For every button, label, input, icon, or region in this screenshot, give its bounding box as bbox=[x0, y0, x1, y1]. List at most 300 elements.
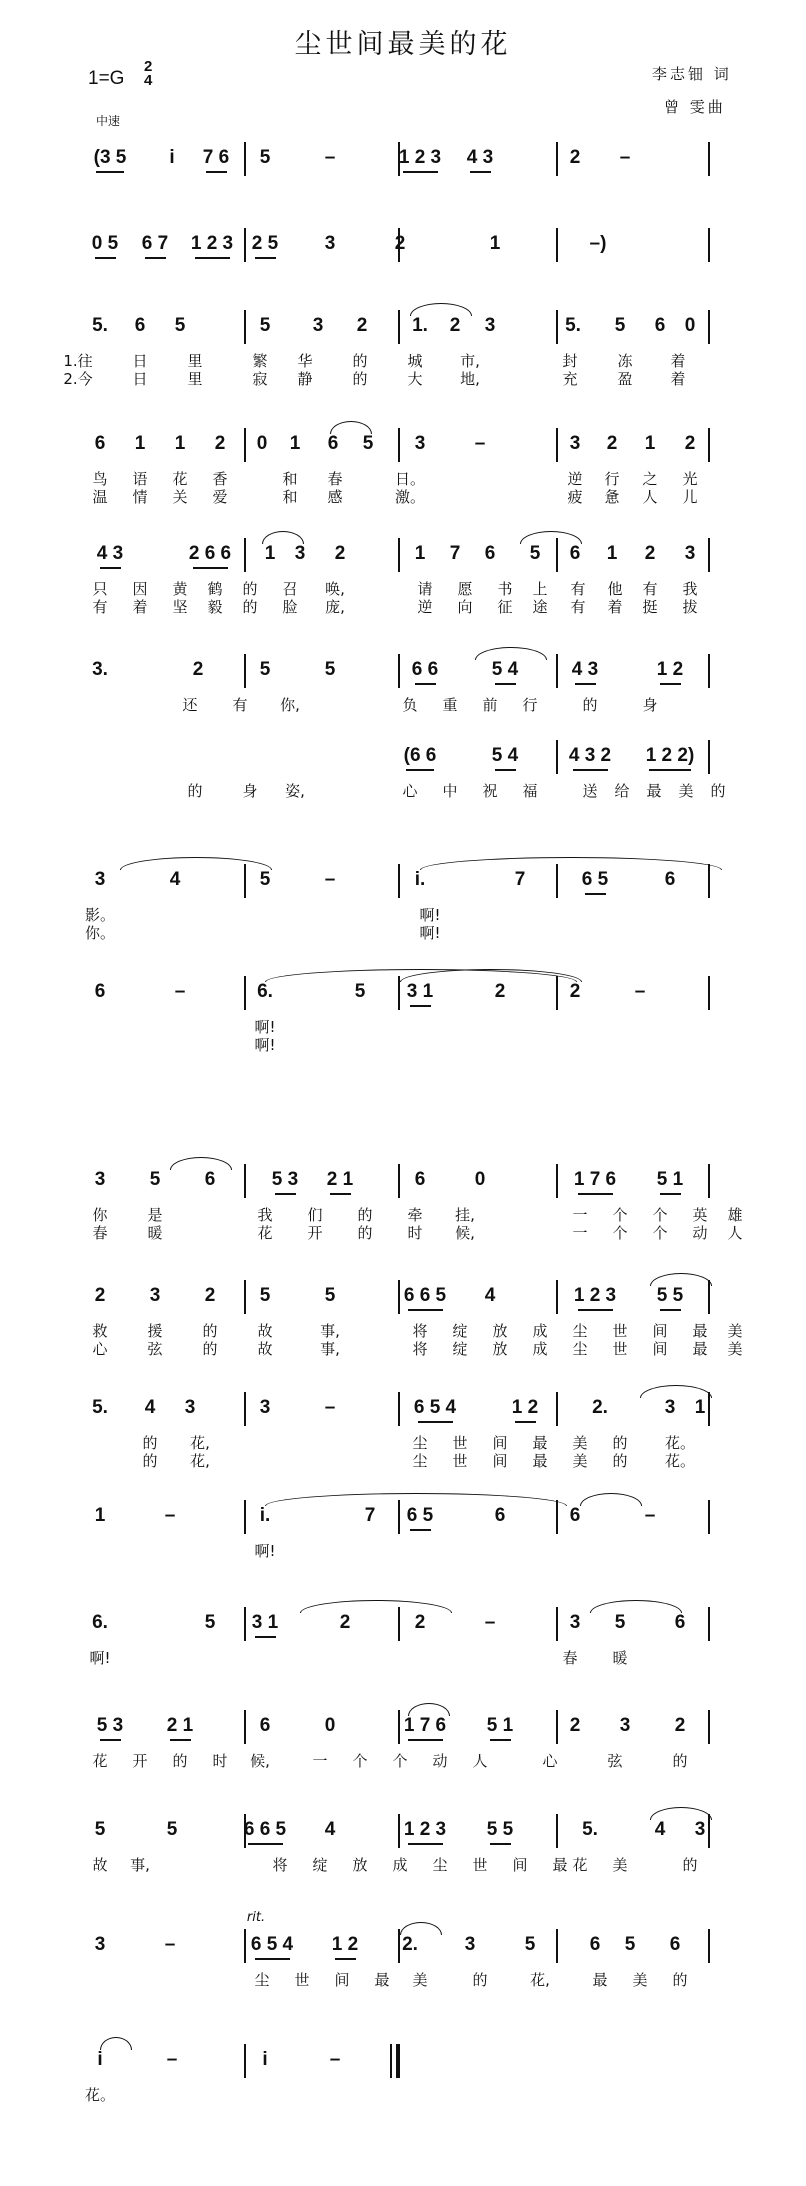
lyric-verse-2: 动 bbox=[692, 1224, 708, 1242]
note: 2 bbox=[204, 1285, 216, 1306]
note: 6 bbox=[94, 433, 106, 454]
note: 4 bbox=[144, 1397, 156, 1418]
note: 6 bbox=[414, 1169, 426, 1190]
note: 6 bbox=[674, 1612, 686, 1633]
lyric-verse-1: 故 bbox=[92, 1856, 108, 1874]
note: 2 bbox=[569, 1715, 581, 1736]
lyric-verse-1: 人 bbox=[472, 1752, 488, 1770]
note: 6 bbox=[204, 1169, 216, 1190]
lyric-verse-2: 惫 bbox=[604, 488, 620, 506]
note: 5 bbox=[149, 1169, 161, 1190]
note: 1 bbox=[94, 1505, 106, 1526]
ritardando-mark: rit. bbox=[246, 1910, 266, 1925]
lyric-verse-1: 唤, bbox=[325, 580, 345, 598]
lyric-verse-1: 的 bbox=[710, 782, 726, 800]
lyric-verse-2: 间 bbox=[652, 1340, 668, 1358]
lyric-verse-1: 召 bbox=[282, 580, 298, 598]
slur bbox=[120, 857, 272, 870]
note: 1 bbox=[414, 543, 426, 564]
note: 5 bbox=[524, 1934, 536, 1955]
lyric-verse-1: 祝 bbox=[482, 782, 498, 800]
note: 6 bbox=[654, 315, 666, 336]
note: 5 bbox=[259, 869, 271, 890]
time-signature bbox=[144, 60, 152, 88]
lyric-verse-1: 雄 bbox=[727, 1206, 743, 1224]
lyric-verse-2: 的 bbox=[202, 1340, 218, 1358]
lyric-verse-1: 鹤 bbox=[207, 580, 223, 598]
bar-line bbox=[398, 428, 400, 462]
lyric-verse-1: 援 bbox=[147, 1322, 163, 1340]
note: 2 bbox=[569, 147, 581, 168]
note: 1 2 bbox=[331, 1934, 359, 1955]
beam-underline bbox=[418, 1421, 453, 1423]
lyric-verse-1: 成 bbox=[392, 1856, 408, 1874]
lyric-verse-1: 春 bbox=[327, 470, 343, 488]
lyric-verse-2: 大 bbox=[407, 370, 423, 388]
lyric-verse-1: 最 bbox=[374, 1971, 390, 1989]
note: 1 2 3 bbox=[403, 1819, 447, 1840]
note: i bbox=[97, 2049, 103, 2070]
lyric-verse-2: 的 bbox=[612, 1452, 628, 1470]
bar-line bbox=[244, 428, 246, 462]
lyric-verse-1: 故 bbox=[257, 1322, 273, 1340]
note: 3 bbox=[184, 1397, 196, 1418]
lyric-verse-2: 关 bbox=[172, 488, 188, 506]
bar-line bbox=[708, 1164, 710, 1198]
note: 2 1 bbox=[166, 1715, 194, 1736]
note: 4 3 bbox=[571, 659, 599, 680]
lyric-verse-1: 因 bbox=[132, 580, 148, 598]
meter-top: 2 bbox=[144, 58, 153, 75]
beam-underline bbox=[408, 1309, 443, 1311]
lyric-verse-2: 挺 bbox=[642, 598, 658, 616]
bar-line bbox=[244, 654, 246, 688]
note: 1 2 bbox=[511, 1397, 539, 1418]
note: 5 4 bbox=[491, 659, 519, 680]
lyric-verse-2: 爱 bbox=[212, 488, 228, 506]
bar-line bbox=[556, 1929, 558, 1963]
lyric-verse-1: 个 bbox=[652, 1206, 668, 1224]
lyric-verse-1: 尘 bbox=[254, 1971, 270, 1989]
beam-underline bbox=[660, 1309, 681, 1311]
lyric-verse-1: 着 bbox=[670, 352, 686, 370]
note: 3 bbox=[464, 1934, 476, 1955]
note: 6. bbox=[257, 981, 273, 1002]
note: 2 bbox=[394, 233, 406, 254]
note: 1 bbox=[606, 543, 618, 564]
note: (6 6 bbox=[403, 745, 437, 766]
note: 3 bbox=[414, 433, 426, 454]
beam-underline bbox=[408, 1739, 443, 1741]
bar-line bbox=[556, 1280, 558, 1314]
note: 6 bbox=[484, 543, 496, 564]
note: 2 bbox=[192, 659, 204, 680]
lyric-verse-1: 华 bbox=[297, 352, 313, 370]
note: – bbox=[164, 1505, 176, 1526]
lyric-verse-2: 个 bbox=[652, 1224, 668, 1242]
note: 3 bbox=[94, 1934, 106, 1955]
note: 6 bbox=[327, 433, 339, 454]
bar-line bbox=[398, 1280, 400, 1314]
score-system bbox=[0, 2050, 806, 2160]
bar-line bbox=[708, 1607, 710, 1641]
score-system bbox=[0, 1398, 806, 1508]
lyric-verse-2: 有 bbox=[570, 598, 586, 616]
bar-line bbox=[244, 142, 246, 176]
lyric-verse-1: 影。 bbox=[84, 906, 116, 924]
lyric-verse-2: 着 bbox=[132, 598, 148, 616]
note: 5 bbox=[166, 1819, 178, 1840]
lyric-verse-2: 地, bbox=[460, 370, 480, 388]
note: 6 bbox=[134, 315, 146, 336]
lyric-verse-1: 和 bbox=[282, 470, 298, 488]
lyric-verse-2: 2.今 bbox=[63, 370, 93, 388]
note: 5 bbox=[354, 981, 366, 1002]
lyric-verse-1: 的 bbox=[682, 1856, 698, 1874]
lyric-verse-2: 尘 bbox=[572, 1340, 588, 1358]
lyric-verse-1: 身 bbox=[242, 782, 258, 800]
note: 2 bbox=[674, 1715, 686, 1736]
note: – bbox=[164, 1934, 176, 1955]
lyric-verse-1: 时 bbox=[212, 1752, 228, 1770]
note: 2. bbox=[592, 1397, 608, 1418]
lyric-verse-2: 最 bbox=[692, 1340, 708, 1358]
beam-underline bbox=[575, 683, 596, 685]
lyric-verse-2: 脸 bbox=[282, 598, 298, 616]
note: 1 bbox=[264, 543, 276, 564]
bar-line bbox=[398, 1814, 400, 1848]
beam-underline bbox=[660, 683, 681, 685]
lyric-verse-1: 绽 bbox=[312, 1856, 328, 1874]
score-system bbox=[0, 1910, 806, 2045]
note: 6 6 5 bbox=[403, 1285, 447, 1306]
note: 6 5 bbox=[581, 869, 609, 890]
lyric-verse-2: 一 bbox=[572, 1224, 588, 1242]
note: 6 bbox=[669, 1934, 681, 1955]
lyric-verse-1: 语 bbox=[132, 470, 148, 488]
note: 6 bbox=[664, 869, 676, 890]
beam-underline bbox=[255, 1958, 290, 1960]
note: – bbox=[329, 2049, 341, 2070]
lyric-verse-1: 是 bbox=[147, 1206, 163, 1224]
lyric-verse-1: 给 bbox=[614, 782, 630, 800]
lyric-verse-1: 放 bbox=[352, 1856, 368, 1874]
note: 4 bbox=[654, 1819, 666, 1840]
lyric-verse-1: 的 bbox=[582, 696, 598, 714]
beam-underline bbox=[495, 683, 516, 685]
beam-underline bbox=[410, 1529, 431, 1531]
bar-line bbox=[244, 1164, 246, 1198]
note: 3 bbox=[94, 1169, 106, 1190]
lyric-verse-1: 绽 bbox=[452, 1322, 468, 1340]
lyric-verse-1: 的 bbox=[472, 1971, 488, 1989]
lyric-verse-2: 时 bbox=[407, 1224, 423, 1242]
note: – bbox=[484, 1612, 496, 1633]
lyric-verse-1: 世 bbox=[452, 1434, 468, 1452]
bar-line bbox=[244, 228, 246, 262]
lyric-verse-1: 美 bbox=[412, 1971, 428, 1989]
lyric-verse-1: 之 bbox=[642, 470, 658, 488]
lyric-verse-2: 激。 bbox=[394, 488, 426, 506]
note: i. bbox=[414, 869, 426, 890]
lyric-verse-1: 事, bbox=[130, 1856, 150, 1874]
note: 3 bbox=[569, 433, 581, 454]
beam-underline bbox=[495, 769, 516, 771]
note: 6 5 bbox=[406, 1505, 434, 1526]
note: 2 1 bbox=[326, 1169, 354, 1190]
beam-underline bbox=[95, 257, 116, 259]
bar-line bbox=[244, 976, 246, 1010]
lyric-verse-1: 只 bbox=[92, 580, 108, 598]
note: 1 2 bbox=[656, 659, 684, 680]
lyric-verse-2: 个 bbox=[612, 1224, 628, 1242]
lyric-verse-1: 日 bbox=[132, 352, 148, 370]
lyric-verse-2: 春 bbox=[92, 1224, 108, 1242]
note: 2 bbox=[214, 433, 226, 454]
bar-line bbox=[244, 1607, 246, 1641]
lyric-verse-1: 事, bbox=[320, 1322, 340, 1340]
lyric-verse-2: 途 bbox=[532, 598, 548, 616]
lyric-verse-1: 美 bbox=[572, 1434, 588, 1452]
bar-line bbox=[398, 1710, 400, 1744]
lyric-verse-2: 弦 bbox=[147, 1340, 163, 1358]
score-system bbox=[0, 1170, 806, 1280]
beam-underline bbox=[145, 257, 166, 259]
lyric-verse-1: 重 bbox=[442, 696, 458, 714]
note: 2 6 6 bbox=[188, 543, 232, 564]
lyric-verse-1: 的 bbox=[142, 1434, 158, 1452]
note: 3 bbox=[294, 543, 306, 564]
final-bar-line bbox=[390, 2044, 392, 2078]
note: 2 bbox=[339, 1612, 351, 1633]
lyric-verse-1: 花。 bbox=[84, 2086, 116, 2104]
lyric-verse-1: 行 bbox=[604, 470, 620, 488]
lyric-verse-1: 将 bbox=[272, 1856, 288, 1874]
lyric-verse-2: 毅 bbox=[207, 598, 223, 616]
lyric-verse-1: 他 bbox=[607, 580, 623, 598]
lyric-verse-2: 和 bbox=[282, 488, 298, 506]
lyric-verse-1: 请 bbox=[417, 580, 433, 598]
lyric-verse-1: 心 bbox=[402, 782, 418, 800]
lyric-verse-2: 间 bbox=[492, 1452, 508, 1470]
bar-line bbox=[708, 142, 710, 176]
composer-credit: 曾 雯曲 bbox=[664, 98, 726, 116]
lyric-verse-1: 市, bbox=[460, 352, 480, 370]
bar-line bbox=[556, 1814, 558, 1848]
note: 5 3 bbox=[96, 1715, 124, 1736]
note: 3 bbox=[484, 315, 496, 336]
lyric-verse-1: 动 bbox=[432, 1752, 448, 1770]
lyric-verse-1: 鸟 bbox=[92, 470, 108, 488]
lyric-verse-1: 日。 bbox=[394, 470, 426, 488]
note: 7 bbox=[449, 543, 461, 564]
note: 5 4 bbox=[491, 745, 519, 766]
lyric-verse-1: 行 bbox=[522, 696, 538, 714]
lyric-verse-2: 最 bbox=[532, 1452, 548, 1470]
lyric-verse-1: 个 bbox=[612, 1206, 628, 1224]
beam-underline bbox=[100, 1739, 121, 1741]
lyric-verse-1: 福 bbox=[522, 782, 538, 800]
note: i bbox=[262, 2049, 268, 2070]
lyric-verse-1: 1.往 bbox=[63, 352, 93, 370]
note: 6 bbox=[94, 981, 106, 1002]
lyric-verse-1: 世 bbox=[472, 1856, 488, 1874]
beam-underline bbox=[490, 1739, 511, 1741]
beam-underline bbox=[335, 1958, 356, 1960]
bar-line bbox=[708, 538, 710, 572]
lyric-verse-1: 愿 bbox=[457, 580, 473, 598]
note: – bbox=[634, 981, 646, 1002]
note: 5. bbox=[92, 315, 108, 336]
note: 3 bbox=[619, 1715, 631, 1736]
lyric-verse-1: 城 bbox=[407, 352, 423, 370]
bar-line bbox=[398, 538, 400, 572]
lyric-verse-1: 冻 bbox=[617, 352, 633, 370]
lyric-verse-2: 花。 bbox=[664, 1452, 696, 1470]
bar-line bbox=[244, 1500, 246, 1534]
lyric-verse-1: 的 bbox=[357, 1206, 373, 1224]
lyric-verse-1: 光 bbox=[682, 470, 698, 488]
lyric-verse-1: 间 bbox=[512, 1856, 528, 1874]
lyric-verse-1: 的 bbox=[172, 1752, 188, 1770]
note: 3 bbox=[259, 1397, 271, 1418]
note: 2 bbox=[569, 981, 581, 1002]
bar-line bbox=[556, 1710, 558, 1744]
note: 4 bbox=[484, 1285, 496, 1306]
note: 1 bbox=[489, 233, 501, 254]
lyric-verse-1: 心 bbox=[542, 1752, 558, 1770]
score-system bbox=[0, 316, 806, 426]
note: 5 bbox=[324, 1285, 336, 1306]
lyric-verse-1: 的 bbox=[612, 1434, 628, 1452]
note: 5 bbox=[259, 1285, 271, 1306]
lyric-verse-1: 的 bbox=[187, 782, 203, 800]
note: 5 bbox=[324, 659, 336, 680]
lyric-verse-1: 一 bbox=[312, 1752, 328, 1770]
note: 5 bbox=[259, 147, 271, 168]
lyric-verse-2: 人 bbox=[727, 1224, 743, 1242]
lyric-verse-1: 尘 bbox=[432, 1856, 448, 1874]
lyric-verse-1: 逆 bbox=[567, 470, 583, 488]
lyric-verse-1: 间 bbox=[334, 1971, 350, 1989]
score-system bbox=[0, 434, 806, 544]
beam-underline bbox=[193, 567, 228, 569]
note: 6 bbox=[589, 1934, 601, 1955]
lyric-verse-2: 日 bbox=[132, 370, 148, 388]
lyric-verse-2: 的 bbox=[242, 598, 258, 616]
beam-underline bbox=[100, 567, 121, 569]
bar-line bbox=[708, 654, 710, 688]
note: 6 7 bbox=[141, 233, 169, 254]
lyric-verse-1: 繁 bbox=[252, 352, 268, 370]
note: 6 bbox=[569, 543, 581, 564]
lyric-verse-1: 送 bbox=[582, 782, 598, 800]
note: 1 bbox=[694, 1397, 706, 1418]
note: 3 bbox=[312, 315, 324, 336]
lyric-verse-1: 英 bbox=[692, 1206, 708, 1224]
beam-underline bbox=[515, 1421, 536, 1423]
note: 3 1 bbox=[406, 981, 434, 1002]
lyric-verse-1: 世 bbox=[612, 1322, 628, 1340]
lyric-verse-1: 暖 bbox=[612, 1649, 628, 1667]
lyric-verse-1: 花, bbox=[190, 1434, 210, 1452]
lyric-verse-1: 美 bbox=[678, 782, 694, 800]
lyric-verse-2: 世 bbox=[612, 1340, 628, 1358]
note: (3 5 bbox=[93, 147, 127, 168]
lyric-verse-2: 心 bbox=[92, 1340, 108, 1358]
score-system bbox=[0, 544, 806, 654]
lyric-verse-2: 你。 bbox=[84, 924, 116, 942]
lyric-verse-2: 花, bbox=[190, 1452, 210, 1470]
beam-underline bbox=[585, 893, 606, 895]
bar-line bbox=[398, 310, 400, 344]
lyric-verse-2: 盈 bbox=[617, 370, 633, 388]
bar-line bbox=[708, 1929, 710, 1963]
lyric-verse-2: 寂 bbox=[252, 370, 268, 388]
note: 3 bbox=[684, 543, 696, 564]
lyric-verse-1: 封 bbox=[562, 352, 578, 370]
beam-underline bbox=[330, 1193, 351, 1195]
note: 0 bbox=[684, 315, 696, 336]
lyric-verse-1: 一 bbox=[572, 1206, 588, 1224]
bar-line bbox=[244, 2044, 246, 2078]
lyric-verse-1: 最 bbox=[552, 1856, 568, 1874]
lyric-verse-1: 你, bbox=[280, 696, 300, 714]
lyric-verse-1: 候, bbox=[250, 1752, 270, 1770]
note: 1 2 3 bbox=[398, 147, 442, 168]
lyric-verse-1: 间 bbox=[492, 1434, 508, 1452]
lyric-verse-1: 黄 bbox=[172, 580, 188, 598]
lyric-verse-1: 的 bbox=[672, 1971, 688, 1989]
note: – bbox=[166, 2049, 178, 2070]
lyric-verse-1: 的 bbox=[672, 1752, 688, 1770]
lyric-verse-1: 上 bbox=[532, 580, 548, 598]
note: 5 bbox=[259, 659, 271, 680]
note: 7 6 bbox=[202, 147, 230, 168]
lyric-verse-2: 世 bbox=[452, 1452, 468, 1470]
bar-line bbox=[244, 1710, 246, 1744]
lyric-verse-2: 人 bbox=[642, 488, 658, 506]
beam-underline bbox=[275, 1193, 296, 1195]
lyric-verse-1: 我 bbox=[257, 1206, 273, 1224]
note: 3 bbox=[324, 233, 336, 254]
lyric-verse-1: 前 bbox=[482, 696, 498, 714]
bar-line bbox=[556, 228, 558, 262]
lyric-verse-1: 美 bbox=[727, 1322, 743, 1340]
note: 1 2 2) bbox=[645, 745, 695, 766]
lyric-verse-1: 的 bbox=[242, 580, 258, 598]
lyric-verse-1: 间 bbox=[652, 1322, 668, 1340]
note: 5 1 bbox=[656, 1169, 684, 1190]
lyric-verse-1: 花。 bbox=[664, 1434, 696, 1452]
note: 2 bbox=[644, 543, 656, 564]
lyric-verse-2: 放 bbox=[492, 1340, 508, 1358]
lyric-verse-2: 暖 bbox=[147, 1224, 163, 1242]
lyric-verse-1: 花 bbox=[172, 470, 188, 488]
lyric-verse-1: 开 bbox=[132, 1752, 148, 1770]
note: 1 bbox=[134, 433, 146, 454]
beam-underline bbox=[415, 683, 436, 685]
lyric-verse-1: 啊! bbox=[254, 1542, 276, 1560]
lyric-verse-2: 有 bbox=[92, 598, 108, 616]
note: i. bbox=[259, 1505, 271, 1526]
bar-line bbox=[398, 654, 400, 688]
note: 3 1 bbox=[251, 1612, 279, 1633]
note: 6 6 bbox=[411, 659, 439, 680]
lyric-verse-1: 有 bbox=[570, 580, 586, 598]
lyric-verse-1: 负 bbox=[402, 696, 418, 714]
note: 3 bbox=[694, 1819, 706, 1840]
